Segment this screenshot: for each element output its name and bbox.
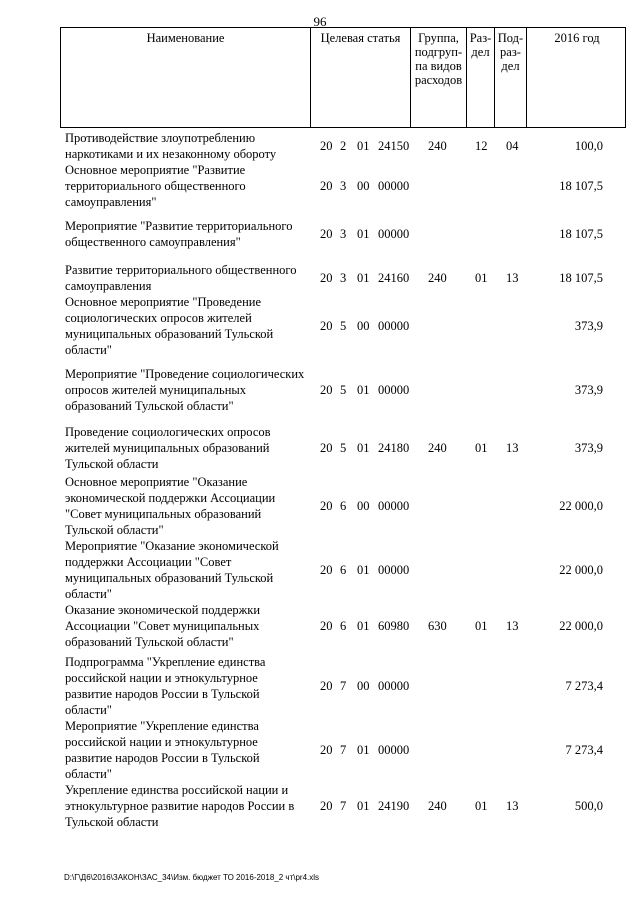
row-name <box>65 366 315 414</box>
table-header <box>60 27 626 128</box>
row-name-line: Мероприятие "Укрепление единства <box>65 719 259 733</box>
header-subsection-line: дел <box>501 59 520 73</box>
target-code-program: 20 <box>320 441 333 455</box>
target-code-program: 20 <box>320 271 333 285</box>
target-code-direction: 00000 <box>378 179 410 193</box>
target-code-program: 20 <box>320 799 333 813</box>
header-subsection <box>495 28 527 127</box>
header-name: Наименование <box>61 28 311 127</box>
row-name-line: самоуправления <box>65 279 152 293</box>
target-code-program: 20 <box>320 179 333 193</box>
page-number: 96 <box>313 14 327 29</box>
row-name-line: экономической поддержки Ассоциации <box>65 491 276 505</box>
target-code-direction: 00000 <box>378 563 410 577</box>
row-name-line: Укрепление единства российской нации и <box>65 783 289 797</box>
target-code-program: 20 <box>320 499 333 513</box>
row-name-line: области" <box>65 767 112 781</box>
section-code: 01 <box>475 271 488 285</box>
header-group-line: па видов <box>415 59 462 73</box>
target-code-direction: 24180 <box>378 441 410 455</box>
row-name-line: развитие народов России в Тульской <box>65 687 260 701</box>
row-name-line: Тульской области" <box>65 523 164 537</box>
row-name-line: Развитие территориального общественного <box>65 263 297 277</box>
row-name <box>65 424 315 472</box>
target-code-subprogram: 3 <box>340 271 347 285</box>
amount-2016: 7 273,4 <box>565 743 603 757</box>
target-code-event: 01 <box>357 441 370 455</box>
amount-2016: 500,0 <box>574 799 603 813</box>
row-name-line: образований Тульской области" <box>65 399 234 413</box>
target-code-direction: 24190 <box>378 799 410 813</box>
header-subsection-line: раз- <box>500 45 521 59</box>
target-code-direction: 60980 <box>378 619 410 633</box>
section-code: 12 <box>475 139 488 153</box>
row-name-line: Тульской области <box>65 457 159 471</box>
row-name-line: наркотиками и их незаконному обороту <box>65 147 277 161</box>
row-name-line: этнокультурное развитие народов России в <box>65 799 295 813</box>
row-name-line: Основное мероприятие "Оказание <box>65 475 248 489</box>
target-code-direction: 24160 <box>378 271 410 285</box>
target-code-program: 20 <box>320 679 333 693</box>
target-code-event: 01 <box>357 139 370 153</box>
amount-2016: 18 107,5 <box>559 179 603 193</box>
target-code-event: 00 <box>357 319 370 333</box>
row-name-line: развитие народов России в Тульской <box>65 751 260 765</box>
row-name-line: муниципальных образований Тульской <box>65 327 274 341</box>
target-code-direction: 00000 <box>378 383 410 397</box>
target-code-subprogram: 7 <box>340 743 347 757</box>
section-code: 01 <box>475 619 488 633</box>
row-name-line: жителей муниципальных образований <box>65 441 270 455</box>
target-code-subprogram: 5 <box>340 383 347 397</box>
row-name-line: муниципальных образований Тульской <box>65 571 274 585</box>
row-name <box>65 602 315 650</box>
row-name <box>65 538 315 602</box>
expense-group: 240 <box>428 441 447 455</box>
subsection-code: 13 <box>506 271 519 285</box>
row-name <box>65 782 315 830</box>
target-code-event: 01 <box>357 799 370 813</box>
header-group-line: подгруп- <box>414 45 463 59</box>
target-code-subprogram: 3 <box>340 227 347 241</box>
target-code-program: 20 <box>320 619 333 633</box>
amount-2016: 7 273,4 <box>565 679 603 693</box>
target-code-subprogram: 6 <box>340 499 347 513</box>
amount-2016: 373,9 <box>574 383 603 397</box>
row-name-line: общественного самоуправления" <box>65 235 241 249</box>
target-code-subprogram: 7 <box>340 679 347 693</box>
target-code-subprogram: 2 <box>340 139 347 153</box>
target-code-event: 00 <box>357 679 370 693</box>
row-name <box>65 218 315 250</box>
row-name-line: Проведение социологических опросов <box>65 425 271 439</box>
target-code-event: 01 <box>357 271 370 285</box>
row-name-line: социологических опросов жителей <box>65 311 252 325</box>
header-subsection-line: Под- <box>497 31 524 45</box>
target-code-direction: 00000 <box>378 227 410 241</box>
header-group <box>411 28 467 127</box>
target-code-direction: 00000 <box>378 319 410 333</box>
row-name-line: области" <box>65 587 112 601</box>
target-code-direction: 00000 <box>378 743 410 757</box>
row-name-line: Ассоциации "Совет муниципальных <box>65 619 260 633</box>
amount-2016: 373,9 <box>574 441 603 455</box>
target-code-program: 20 <box>320 743 333 757</box>
amount-2016: 22 000,0 <box>559 499 603 513</box>
target-code-direction: 00000 <box>378 499 410 513</box>
header-group-line: расходов <box>414 73 463 87</box>
row-name-line: Основное мероприятие "Развитие <box>65 163 246 177</box>
row-name-line: территориального общественного <box>65 179 246 193</box>
amount-2016: 373,9 <box>574 319 603 333</box>
row-name-line: Противодействие злоупотреблению <box>65 131 256 145</box>
amount-2016: 22 000,0 <box>559 563 603 577</box>
row-name-line: "Совет муниципальных образований <box>65 507 262 521</box>
subsection-code: 13 <box>506 441 519 455</box>
header-year: 2016 год <box>554 31 600 45</box>
row-name-line: Тульской области <box>65 815 159 829</box>
expense-group: 630 <box>428 619 447 633</box>
header-target-article: Целевая статья <box>311 28 411 127</box>
amount-2016: 100,0 <box>574 139 603 153</box>
target-code-event: 00 <box>357 499 370 513</box>
row-name-line: поддержки Ассоциации "Совет <box>65 555 232 569</box>
row-name-line: Подпрограмма "Укрепление единства <box>65 655 266 669</box>
row-name-line: Оказание экономической поддержки <box>65 603 261 617</box>
target-code-program: 20 <box>320 563 333 577</box>
row-name-line: области" <box>65 343 112 357</box>
row-name <box>65 654 315 718</box>
target-code-program: 20 <box>320 383 333 397</box>
row-name <box>65 474 315 538</box>
target-code-direction: 00000 <box>378 679 410 693</box>
header-section <box>467 28 495 127</box>
target-code-subprogram: 6 <box>340 619 347 633</box>
amount-2016: 18 107,5 <box>559 271 603 285</box>
file-path-footer: D:\Г\Д6\2016\ЗАКОН\ЗАС_34\Изм. бюджет ТО 2016-2018_2 чт\рr4.xls <box>64 873 320 882</box>
subsection-code: 04 <box>506 139 519 153</box>
target-code-subprogram: 7 <box>340 799 347 813</box>
amount-2016: 22 000,0 <box>559 619 603 633</box>
row-name-line: самоуправления" <box>65 195 157 209</box>
row-name <box>65 130 315 162</box>
row-name <box>65 162 315 210</box>
row-name <box>65 718 315 782</box>
target-code-program: 20 <box>320 319 333 333</box>
target-code-event: 00 <box>357 179 370 193</box>
row-name-line: российской нации и этнокультурное <box>65 735 258 749</box>
row-name-line: российской нации и этнокультурное <box>65 671 258 685</box>
row-name-line: образований Тульской области" <box>65 635 234 649</box>
row-name-line: Основное мероприятие "Проведение <box>65 295 262 309</box>
target-code-program: 20 <box>320 227 333 241</box>
section-code: 01 <box>475 799 488 813</box>
expense-group: 240 <box>428 139 447 153</box>
expense-group: 240 <box>428 271 447 285</box>
row-name-line: Мероприятие "Проведение социологических <box>65 367 305 381</box>
subsection-code: 13 <box>506 799 519 813</box>
header-group-line: Группа, <box>418 31 459 45</box>
section-code: 01 <box>475 441 488 455</box>
row-name-line: Мероприятие "Оказание экономической <box>65 539 279 553</box>
target-code-subprogram: 5 <box>340 319 347 333</box>
target-code-event: 01 <box>357 743 370 757</box>
target-code-event: 01 <box>357 563 370 577</box>
header-section-line: Раз- <box>469 31 492 45</box>
target-code-subprogram: 3 <box>340 179 347 193</box>
target-code-program: 20 <box>320 139 333 153</box>
expense-group: 240 <box>428 799 447 813</box>
row-name-line: области" <box>65 703 112 717</box>
row-name-line: Мероприятие "Развитие территориального <box>65 219 293 233</box>
row-name-line: опросов жителей муниципальных <box>65 383 247 397</box>
target-code-direction: 24150 <box>378 139 410 153</box>
header-section-line: дел <box>471 45 490 59</box>
row-name <box>65 294 315 358</box>
subsection-code: 13 <box>506 619 519 633</box>
row-name <box>65 262 315 294</box>
target-code-subprogram: 5 <box>340 441 347 455</box>
target-code-event: 01 <box>357 619 370 633</box>
target-code-event: 01 <box>357 383 370 397</box>
target-code-event: 01 <box>357 227 370 241</box>
target-code-subprogram: 6 <box>340 563 347 577</box>
amount-2016: 18 107,5 <box>559 227 603 241</box>
